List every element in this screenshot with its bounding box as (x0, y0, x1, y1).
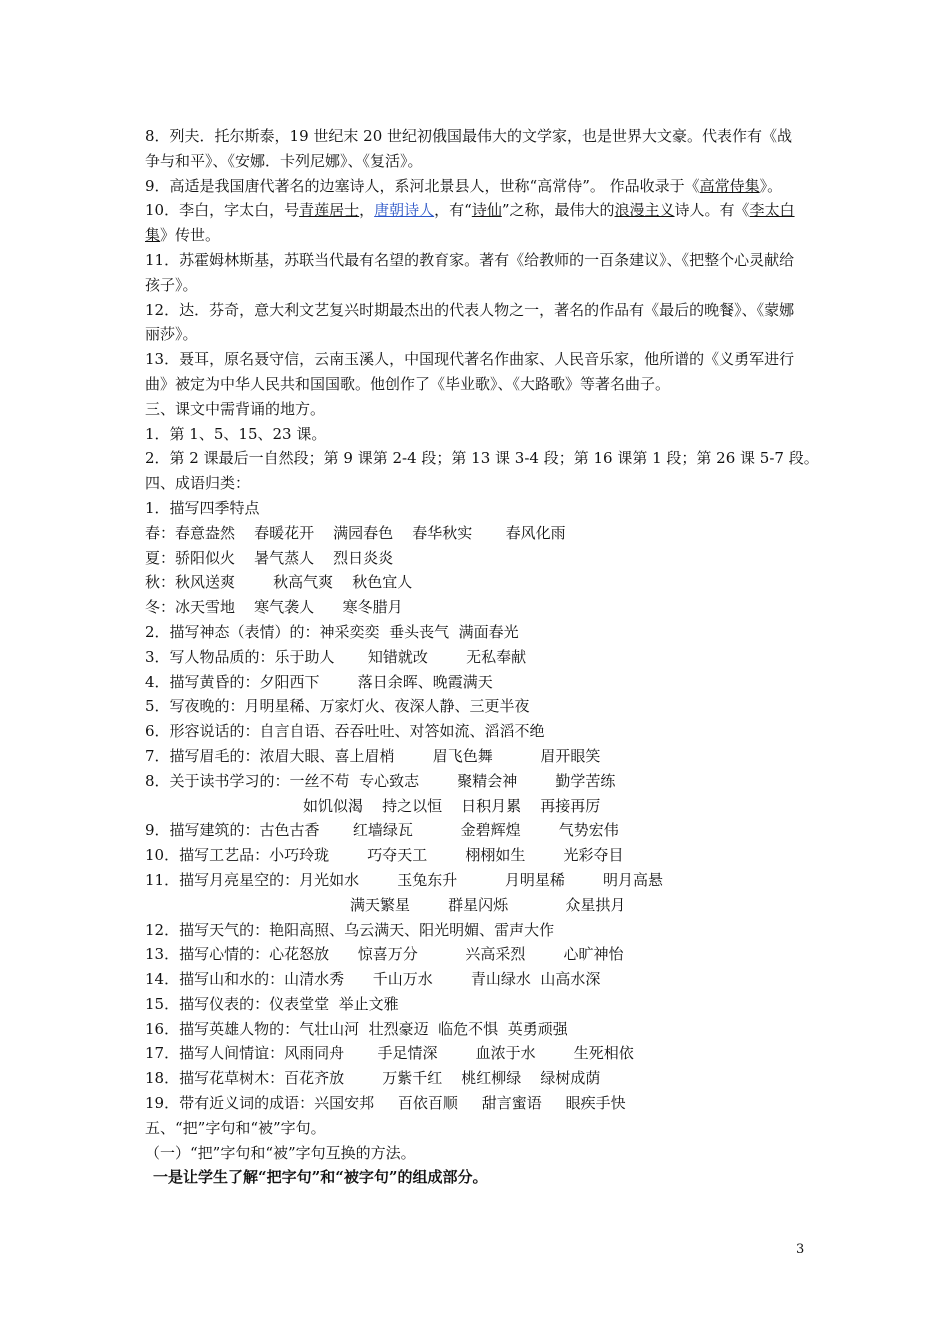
idiom-item-11: 11．描写月亮星空的：月光如水 玉兔东升 月明星稀 明月高悬 (145, 870, 664, 889)
bold-instruction: 一是让学生了解“把字句”和“被字句”的组成部分。 (153, 1168, 488, 1187)
idiom-item-12: 12．描写天气的：艳阳高照、乌云满天、阳光明媚、雷声大作 (145, 920, 555, 939)
paragraph-libai (145, 198, 805, 248)
text: 》。 (759, 176, 783, 195)
text: 11．苏霍姆林斯基，苏联当代最有名望的教育家。著有《给教师的一百条建议》、《把整个心灵献给孩子》。 (145, 250, 795, 294)
idiom-item-8: 8．关于读书学习的：一丝不苟 专心致志 聚精会神 勤学苦练 (145, 771, 616, 790)
idiom-spring: 春：春意盎然 春暖花开 满园春色 春华秋实 春风化雨 (145, 523, 566, 542)
idiom-item-19: 19．带有近义词的成语：兴国安邦 百依百顺 甜言蜜语 眼疾手快 (145, 1094, 626, 1113)
paragraph-nieer (145, 347, 805, 397)
paragraph-sukhomlinsky (145, 248, 805, 298)
link-shixian[interactable]: 诗仙 (471, 201, 502, 220)
text: ”之称，最伟大的 (501, 201, 615, 220)
idiom-item-4: 4．描写黄昏的：夕阳西下 落日余晖、晚霞满天 (145, 672, 493, 691)
text: 13．聂耳，原名聂守信，云南玉溪人，中国现代著名作曲家、人民音乐家，他所谱的《义勇军进行曲》被定为中华人民共和国国歌。他创作了《毕业歌》、《大路歌》等著名曲子。 (145, 350, 795, 393)
recitation-item-1: 1．第 1、5、15、23 课。 (145, 424, 327, 443)
paragraph-tolstoy (145, 124, 805, 174)
idiom-item-18: 18．描写花草树木：百花齐放 万紫千红 桃红柳绿 绿树成荫 (145, 1069, 601, 1088)
text: 诗人。有《 (674, 201, 750, 220)
idiom-autumn: 秋：秋风送爽 秋高气爽 秋色宜人 (145, 573, 413, 592)
paragraph-davinci (145, 298, 805, 348)
idiom-item-6: 6．形容说话的：自言自语、吞吞吐吐、对答如流、滔滔不绝 (145, 722, 545, 741)
idiom-item-3: 3．写人物品质的：乐于助人 知错就改 无私奉献 (145, 647, 527, 666)
link-qinglianjushi[interactable]: 青莲居士 (299, 201, 360, 220)
book-link-gaochangshiji[interactable]: 高常侍集 (699, 176, 760, 195)
idiom-summer: 夏：骄阳似火 暑气蒸人 烈日炎炎 (145, 548, 394, 567)
text: 》传世。 (160, 226, 221, 245)
idiom-item-5: 5．写夜晚的：月明星稀、万家灯火、夜深人静、三更半夜 (145, 697, 530, 716)
idiom-item-10: 10．描写工艺品：小巧玲珑 巧夺天工 栩栩如生 光彩夺目 (145, 846, 624, 865)
section-title-idioms: 四、成语归类： (145, 474, 251, 493)
idiom-item-9: 9．描写建筑的：古色古香 红墙绿瓦 金碧辉煌 气势宏伟 (145, 821, 619, 840)
subsection-title-conversion: （一）“把”字句和“被”字句互换的方法。 (145, 1143, 416, 1162)
idiom-item-8-continued: 如饥似渴 持之以恒 日积月累 再接再厉 (303, 796, 601, 815)
text: 9．高适是我国唐代著名的边塞诗人，系河北景县人，世称“高常侍”。 作品收录于《 (145, 176, 700, 195)
idiom-item-14: 14．描写山和水的：山清水秀 千山万水 青山绿水 山高水深 (145, 970, 601, 989)
text: 10．李白，字太白，号 (145, 201, 300, 220)
link-tangchaoshiren[interactable]: 唐朝诗人 (374, 201, 435, 220)
idiom-item-16: 16．描写英雄人物的：气壮山河 壮烈豪迈 临危不惧 英勇顽强 (145, 1019, 568, 1038)
link-litaibaiji[interactable]: 李太白集 (145, 201, 795, 245)
text: 8．列夫．托尔斯泰，19 世纪末 20 世纪初俄国最伟大的文学家，也是世界大文豪。代表作有《战争与和平》、《安娜．卡列尼娜》、《复活》。 (145, 127, 793, 170)
text: ， (359, 201, 375, 220)
paragraph-gaoshi (145, 174, 805, 199)
page-content (145, 124, 819, 1190)
link-langmanzhuyi[interactable]: 浪漫主义 (614, 201, 675, 220)
idiom-item-17: 17．描写人间情谊：风雨同舟 手足情深 血浓于水 生死相依 (145, 1044, 634, 1063)
section-title-recitation: 三、课文中需背诵的地方。 (145, 399, 326, 418)
idiom-item-11-continued: 满天繁星 群星闪烁 众星拱月 (350, 895, 626, 914)
text: ，有“ (434, 201, 472, 220)
idiom-item-15: 15．描写仪表的：仪表堂堂 举止文雅 (145, 994, 399, 1013)
recitation-item-2: 2．第 2 课最后一自然段；第 9 课第 2-4 段；第 13 课 3-4 段；第 16 课第 1 段；第 26 课 5-7 段。 (145, 449, 819, 468)
idiom-item-2: 2．描写神态（表情）的：神采奕奕 垂头丧气 满面春光 (145, 622, 519, 641)
section-title-ba-bei: 五、“把”字句和“被”字句。 (145, 1118, 326, 1137)
idiom-winter: 冬：冰天雪地 寒气袭人 寒冬腊月 (145, 598, 403, 617)
idiom-item-13: 13．描写心情的：心花怒放 惊喜万分 兴高采烈 心旷神怡 (145, 945, 624, 964)
text: 12．达．芬奇，意大利文艺复兴时期最杰出的代表人物之一，著名的作品有《最后的晚餐》、《蒙娜丽莎》。 (145, 300, 795, 344)
page-number: 3 (796, 1242, 805, 1257)
idiom-item-1: 1．描写四季特点 (145, 498, 260, 517)
idiom-item-7: 7．描写眉毛的：浓眉大眼、喜上眉梢 眉飞色舞 眉开眼笑 (145, 746, 601, 765)
